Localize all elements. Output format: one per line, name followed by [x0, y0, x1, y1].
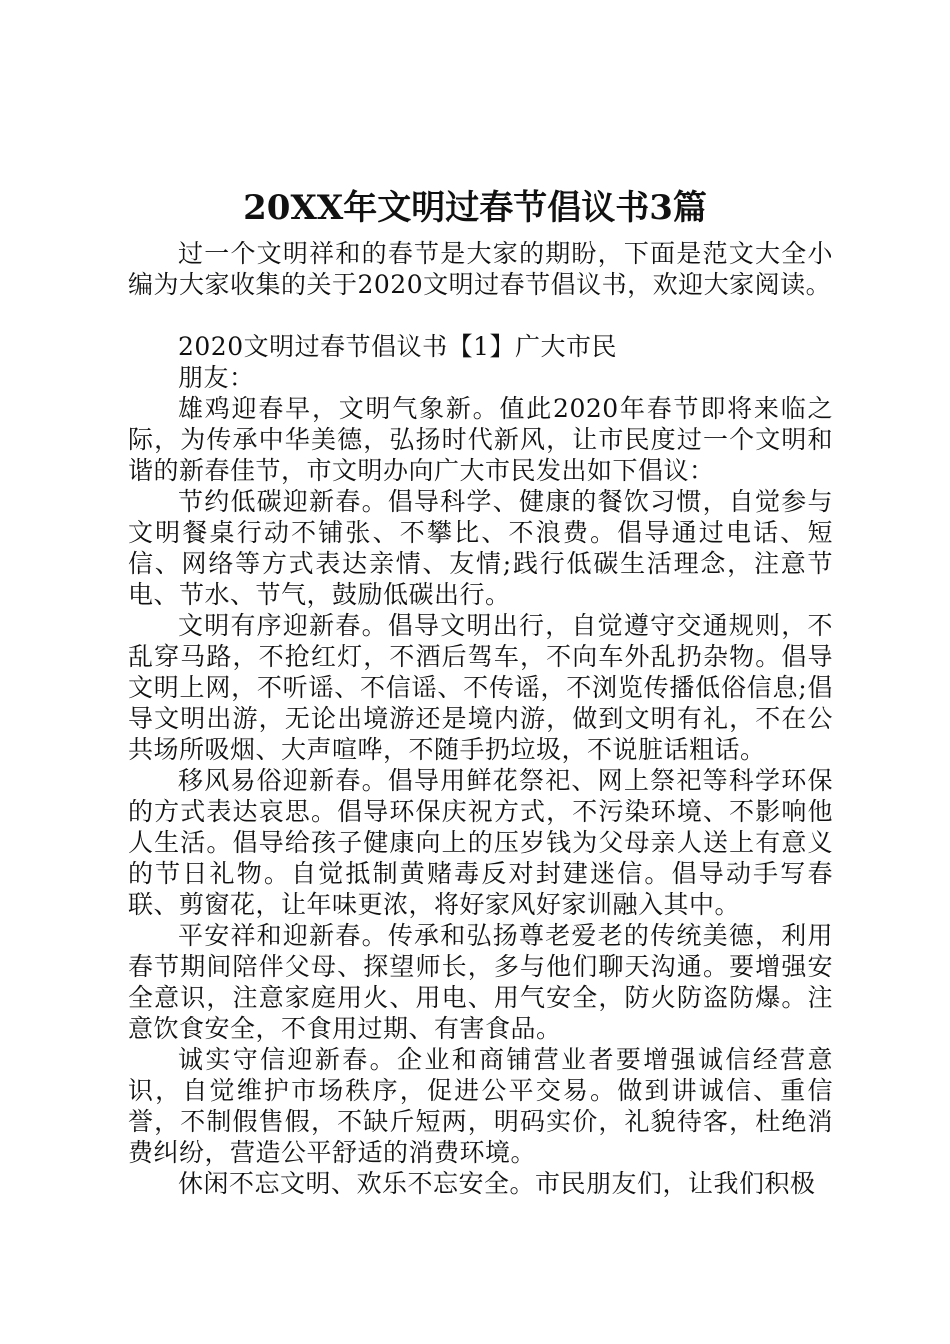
document-title: 20XX年文明过春节倡议书3篇 — [243, 188, 707, 228]
intro-paragraph: 过一个文明祥和的春节是大家的期盼，下面是范文大全小编为大家收集的关于2020文明过春节倡议书，欢迎大家阅读。 — [128, 239, 833, 299]
document-body — [128, 238, 833, 1199]
body-paragraph-6: 诚实守信迎新春。企业和商铺营业者要增强诚信经营意识，自觉维护市场秩序，促进公平交易。做到讲诚信、重信誉，不制假售假，不缺斤短两，明码实价，礼貌待客，杜绝消费纠纷，营造公平舒适的消费环境。 — [128, 1045, 833, 1167]
body-paragraph-7: 休闲不忘文明、欢乐不忘安全。市民朋友们，让我们积极 — [178, 1169, 816, 1198]
body-paragraph-2: 节约低碳迎新春。倡导科学、健康的餐饮习惯，自觉参与文明餐桌行动不铺张、不攀比、不浪费。倡导通过电话、短信、网络等方式表达亲情、友情;践行低碳生活理念，注意节电、节水、节气，鼓励低碳出行。 — [128, 487, 833, 609]
section-heading: 2020文明过春节倡议书【1】广大市民 — [178, 332, 618, 361]
body-paragraph-3: 文明有序迎新春。倡导文明出行，自觉遵守交通规则，不乱穿马路，不抢红灯，不酒后驾车，不向车外乱扔杂物。倡导文明上网，不听谣、不信谣、不传谣，不浏览传播低俗信息;倡导文明出游，无论出境游还是境内游，做到文明有礼，不在公共场所吸烟、大声喧哗，不随手扔垃圾，不说脏话粗话。 — [128, 611, 833, 764]
greeting-line: 朋友： — [178, 363, 255, 392]
body-paragraph-4: 移风易俗迎新春。倡导用鲜花祭祀、网上祭祀等科学环保的方式表达哀思。倡导环保庆祝方式，不污染环境、不影响他人生活。倡导给孩子健康向上的压岁钱为父母亲人送上有意义的节日礼物。自觉抵制黄赌毒反对封建迷信。倡导动手写春联、剪窗花，让年味更浓，将好家风好家训融入其中。 — [128, 766, 833, 919]
body-paragraph-5: 平安祥和迎新春。传承和弘扬尊老爱老的传统美德，利用春节期间陪伴父母、探望师长，多与他们聊天沟通。要增强安全意识，注意家庭用火、用电、用气安全，防火防盗防爆。注意饮食安全，不食用过期、有害食品。 — [128, 921, 833, 1043]
body-paragraph-1: 雄鸡迎春早，文明气象新。值此2020年春节即将来临之际，为传承中华美德，弘扬时代新风，让市民度过一个文明和谐的新春佳节，市文明办向广大市民发出如下倡议： — [128, 394, 833, 485]
